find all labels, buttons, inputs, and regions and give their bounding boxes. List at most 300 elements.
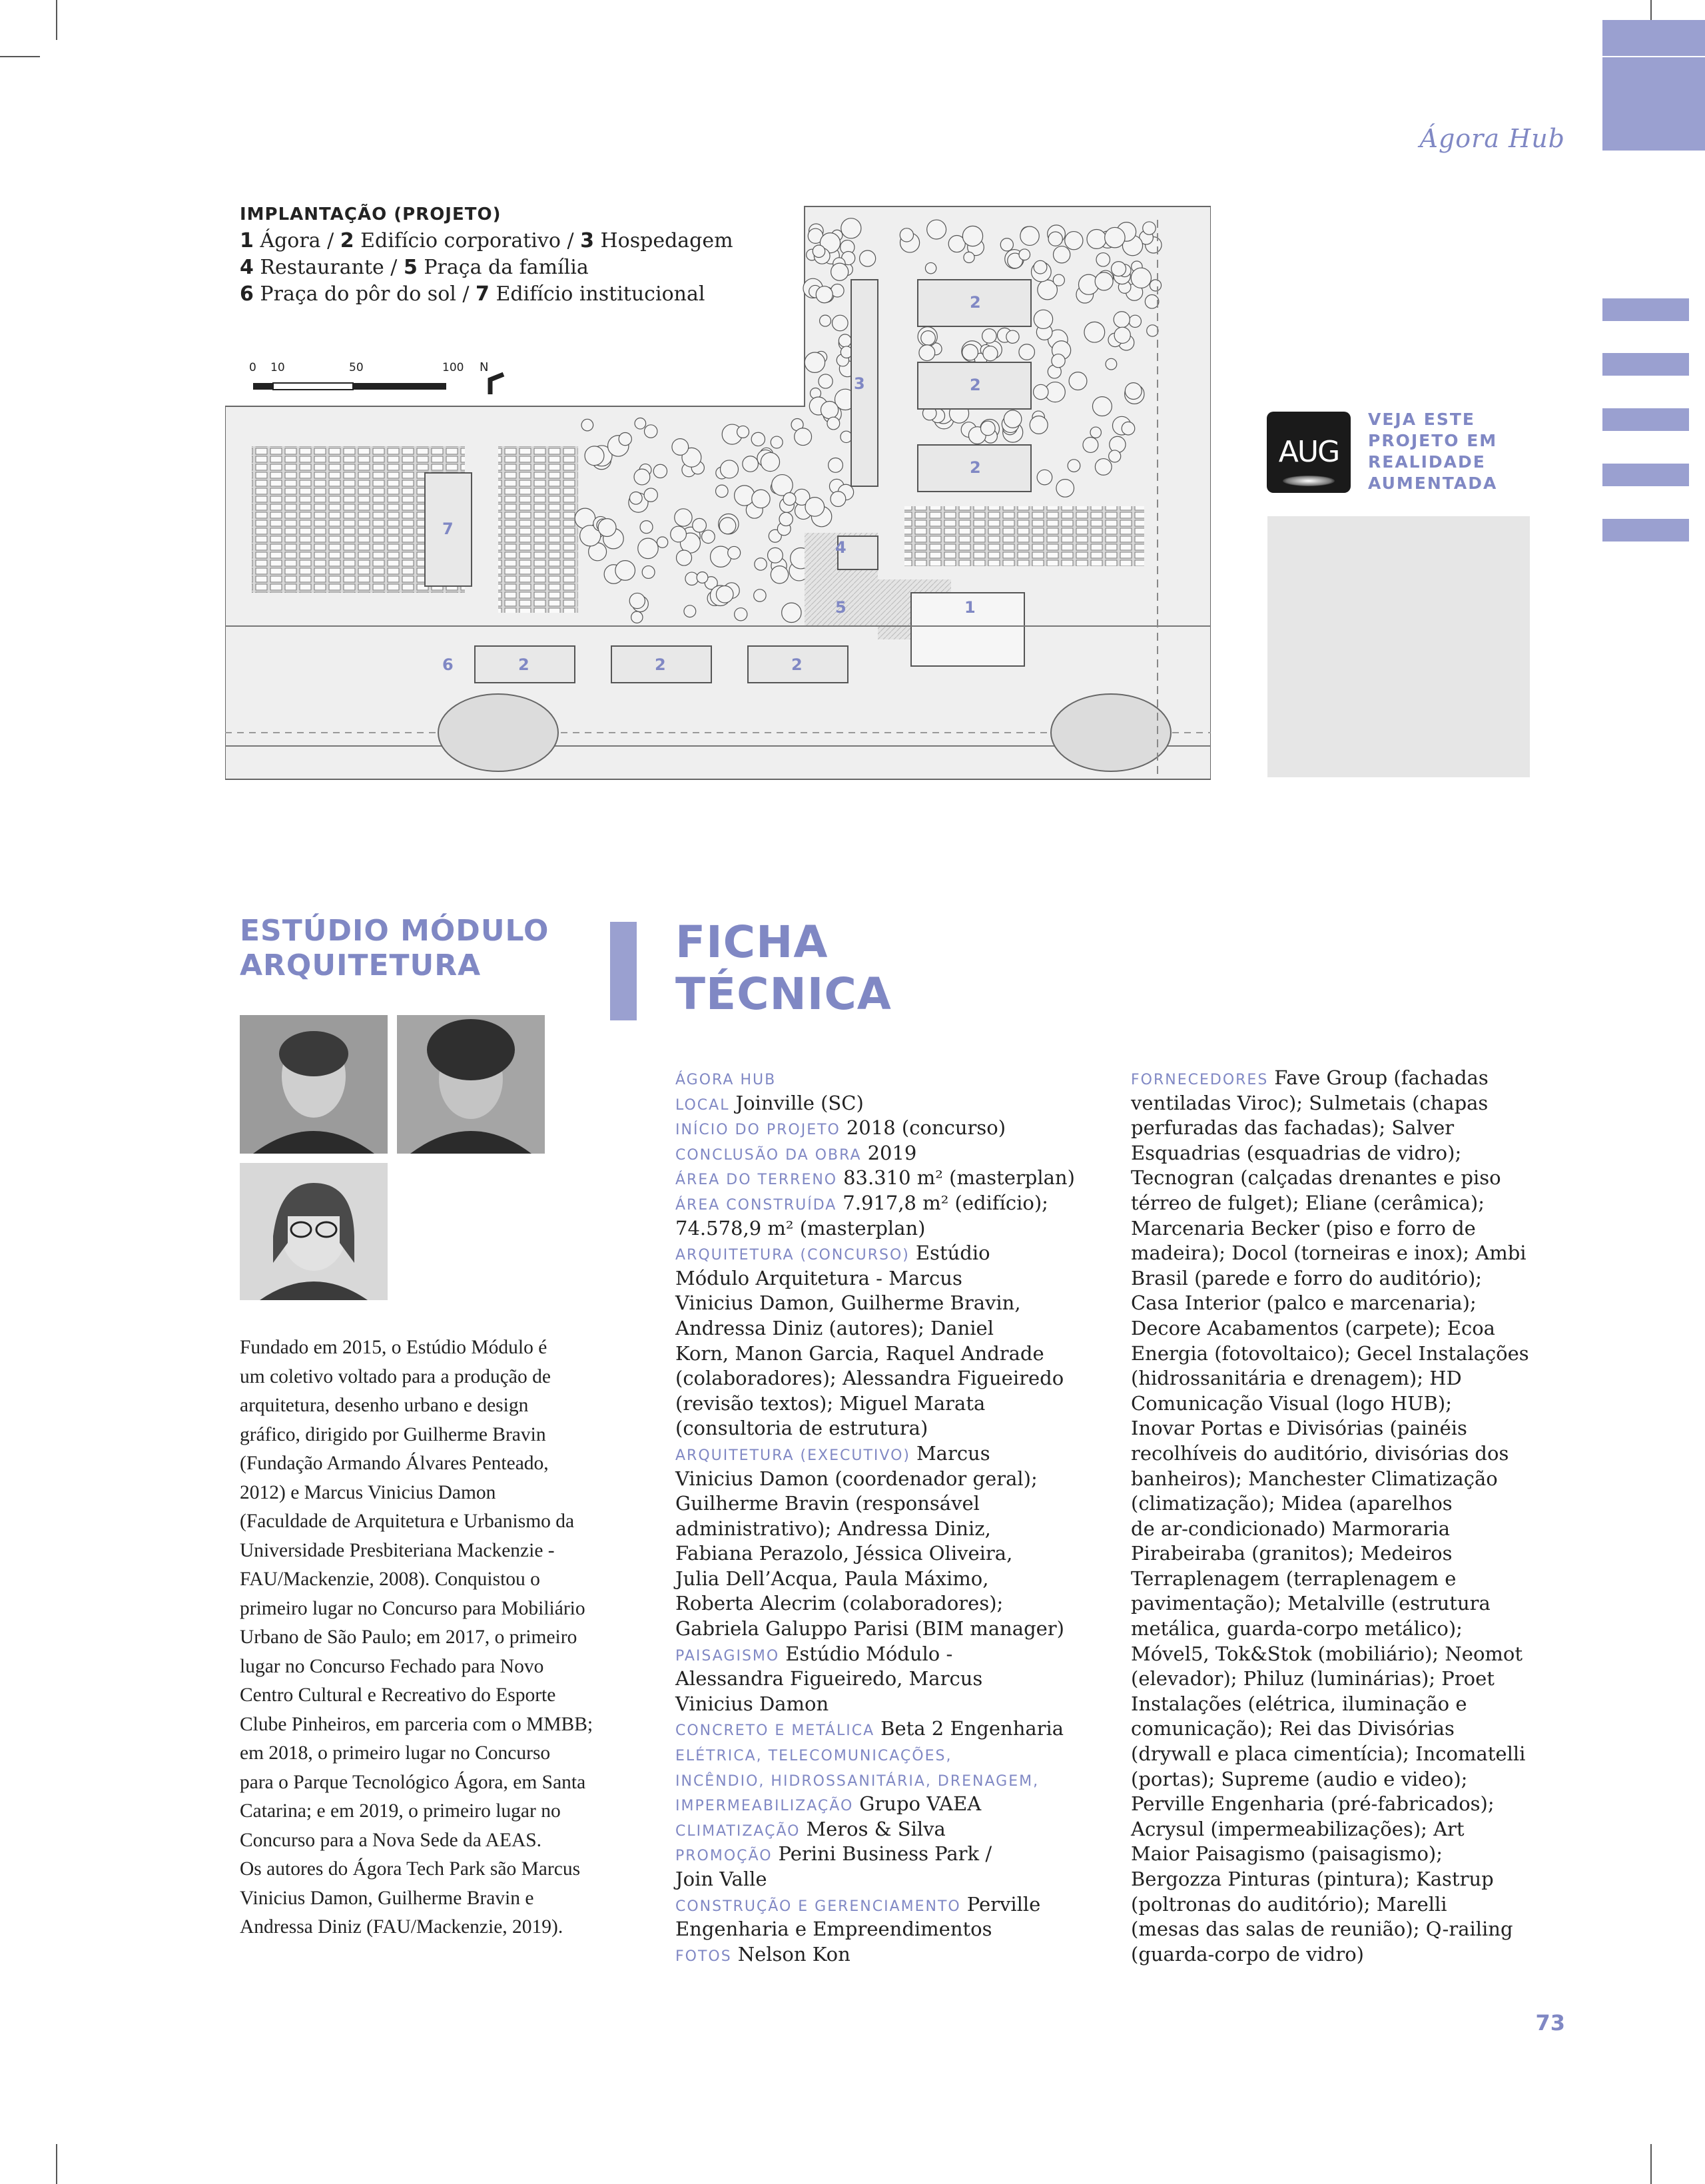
tree-symbol	[839, 334, 851, 347]
ficha-value: Marcus	[916, 1441, 990, 1465]
scale-label: 0	[249, 361, 256, 374]
ficha-value: (elevador); Philuz (luminárias); Proet	[1131, 1667, 1495, 1690]
ficha-value: Maior Paisagismo (paisagismo);	[1131, 1842, 1443, 1866]
tree-symbol	[964, 252, 974, 262]
aug-caption: VEJA ESTE PROJETO EM REALIDADE AUMENTADA	[1368, 410, 1498, 493]
tree-symbol	[900, 228, 913, 242]
tree-symbol	[819, 374, 833, 388]
tree-symbol	[653, 464, 667, 478]
ficha-value: Bergozza Pinturas (pintura); Kastrup	[1131, 1868, 1494, 1890]
tree-symbol	[1090, 427, 1101, 438]
tree-symbol	[783, 493, 796, 506]
page-number: 73	[1535, 2010, 1565, 2035]
scale-label: 10	[270, 361, 285, 374]
tree-symbol	[1019, 249, 1030, 260]
tree-symbol	[1096, 253, 1110, 267]
tree-symbol	[1143, 222, 1156, 234]
ficha-value: Gabriela Galuppo Parisi (BIM manager)	[675, 1617, 1064, 1640]
ficha-value: Instalações (elétrica, iluminação e	[1131, 1692, 1467, 1715]
ficha-value: Alessandra Figueiredo, Marcus	[675, 1667, 983, 1690]
ficha-value: Comunicação Visual (logo HUB);	[1131, 1391, 1452, 1415]
ficha-value: Join Valle	[675, 1868, 767, 1890]
crop-mark	[56, 2144, 57, 2184]
ficha-line	[675, 1742, 1088, 1767]
legend-text: Restaurante /	[253, 256, 404, 279]
tree-symbol	[771, 566, 788, 583]
ficha-line	[1131, 1316, 1570, 1341]
ficha-value: 7.917,8 m² (edifício);	[843, 1191, 1048, 1214]
ficha-value: Decore Acabamentos (carpete); Ecoa	[1131, 1316, 1495, 1339]
ficha-line	[675, 1867, 1088, 1892]
ficha-line	[1131, 1541, 1570, 1567]
ficha-line	[1131, 1591, 1570, 1617]
tree-symbol	[1145, 295, 1159, 309]
portrait-photo	[397, 1015, 545, 1154]
ficha-line	[675, 1141, 1088, 1166]
ficha-label: FOTOS	[675, 1948, 738, 1965]
tree-symbol	[635, 418, 646, 429]
running-title: Ágora Hub	[1419, 124, 1565, 153]
plan-label-2: 2	[970, 458, 981, 477]
tree-symbol	[644, 425, 657, 438]
ficha-label: ÁREA CONSTRUÍDA	[675, 1196, 843, 1214]
ficha-line	[675, 1241, 1088, 1266]
ficha-value: administrativo); Andressa Diniz,	[675, 1517, 991, 1540]
roundabout	[438, 694, 558, 771]
tree-symbol	[1054, 246, 1070, 263]
ficha-line	[1131, 1066, 1570, 1091]
ficha-value: térreo de fulget); Eliane (cerâmica);	[1131, 1191, 1485, 1214]
ficha-line	[675, 1517, 1088, 1542]
tree-symbol	[719, 518, 736, 534]
ficha-line	[1131, 1091, 1570, 1116]
ficha-line	[675, 1792, 1088, 1817]
tree-symbol	[1034, 310, 1052, 328]
ficha-line	[1131, 1692, 1570, 1717]
ficha-value: 83.310 m² (masterplan)	[843, 1166, 1075, 1190]
ficha-value: recolhíveis do auditório, divisórias dos	[1131, 1441, 1509, 1465]
ficha-line	[675, 1541, 1088, 1567]
tree-symbol	[1114, 312, 1130, 328]
tree-symbol	[1019, 344, 1035, 360]
ficha-line	[675, 1666, 1088, 1692]
tree-symbol	[697, 572, 708, 583]
ficha-value: Móvel5, Tok&Stok (mobiliário); Neomot	[1131, 1642, 1523, 1665]
section-tab	[1602, 20, 1705, 151]
ficha-line	[675, 1366, 1088, 1391]
ficha-label: PROMOÇÃO	[675, 1848, 779, 1865]
ficha-value: Engenharia e Empreendimentos	[675, 1918, 992, 1941]
tree-symbol	[925, 262, 936, 273]
tree-symbol	[821, 401, 838, 418]
ficha-value: (mesas das salas de reunião); Q-railing	[1131, 1918, 1513, 1941]
ficha-label: INCÊNDIO, HIDROSSANITÁRIA, DRENAGEM,	[675, 1772, 1040, 1790]
ficha-label: PAISAGISMO	[675, 1647, 786, 1664]
tree-symbol	[671, 526, 687, 542]
tree-symbol	[921, 331, 936, 346]
ficha-value: comunicação); Rei das Divisórias	[1131, 1717, 1455, 1740]
ficha-value: (colaboradores); Alessandra Figueiredo	[675, 1367, 1064, 1390]
ficha-value: pavimentação); Metalville (estrutura	[1131, 1592, 1491, 1615]
tree-symbol	[1105, 227, 1125, 247]
ficha-line	[675, 1817, 1088, 1842]
ficha-line	[675, 1441, 1088, 1467]
ficha-label: ÁREA DO TERRENO	[675, 1172, 844, 1189]
tree-symbol	[735, 608, 747, 621]
ficha-line	[1131, 1191, 1570, 1216]
roundabout	[1051, 694, 1171, 771]
ficha-line	[1131, 1141, 1570, 1166]
ficha-value: Tecnogran (calçadas drenantes e piso	[1131, 1166, 1501, 1190]
legend-number: 1	[240, 229, 254, 252]
tree-symbol	[684, 605, 696, 617]
tree-symbol	[1037, 470, 1052, 485]
tree-symbol	[860, 250, 876, 266]
ficha-value: Fabiana Perazolo, Jéssica Oliveira,	[675, 1542, 1013, 1565]
ficha-line	[1131, 1366, 1570, 1391]
ficha-line	[675, 1291, 1088, 1316]
ficha-value: perfuradas das fachadas); Salver	[1131, 1116, 1455, 1140]
ficha-value: 74.578,9 m² (masterplan)	[675, 1216, 926, 1240]
ficha-value: Vinicius Damon (coordenador geral);	[675, 1467, 1038, 1490]
ficha-value: (revisão textos); Miguel Marata	[675, 1391, 986, 1415]
tree-symbol	[1004, 410, 1021, 428]
legend-text: Hospedagem	[593, 229, 733, 252]
tree-symbol	[980, 421, 995, 436]
tree-symbol	[629, 593, 645, 608]
ficha-line	[1131, 1892, 1570, 1918]
ficha-line	[1131, 1166, 1570, 1191]
ficha-value: Terraplenagem (terraplenagem e	[1131, 1567, 1457, 1590]
ficha-value: Acrysul (impermeabilizações); Art	[1131, 1817, 1465, 1840]
tree-symbol	[1109, 450, 1121, 462]
ficha-line	[675, 1917, 1088, 1942]
ficha-line	[675, 1767, 1088, 1792]
ficha-line	[1131, 1517, 1570, 1542]
legend-number: 2	[340, 229, 354, 252]
tree-symbol	[1056, 480, 1074, 498]
ficha-line	[1131, 1666, 1570, 1692]
tree-symbol	[677, 550, 692, 565]
ficha-value: Perville	[966, 1892, 1041, 1916]
ficha-label: INÍCIO DO PROJETO	[675, 1122, 847, 1139]
tree-symbol	[1125, 383, 1142, 400]
tree-symbol	[1034, 384, 1048, 399]
aug-logo-text: AUG	[1278, 435, 1339, 469]
tree-symbol	[1030, 416, 1048, 434]
ficha-line	[675, 1716, 1088, 1742]
ficha-line	[1131, 1917, 1570, 1942]
office-title-line: ESTÚDIO MÓDULO	[240, 914, 549, 948]
tree-symbol	[1110, 436, 1126, 452]
plan-label-2: 2	[970, 293, 981, 312]
tree-symbol	[693, 518, 707, 532]
ficha-line	[675, 1066, 1088, 1091]
tree-symbol	[919, 345, 935, 361]
ficha-value: Joinville (SC)	[735, 1091, 864, 1114]
tree-symbol	[1053, 274, 1064, 286]
plan-label-2: 2	[655, 655, 666, 674]
ficha-line	[1131, 1216, 1570, 1242]
ficha-line	[675, 1491, 1088, 1517]
ficha-label: IMPERMEABILIZAÇÃO	[675, 1798, 860, 1815]
ficha-value: Casa Interior (palco e marcenaria);	[1131, 1291, 1477, 1315]
scale-label: 50	[349, 361, 364, 374]
tree-symbol	[752, 490, 770, 508]
legend-number: 7	[476, 282, 490, 306]
tree-symbol	[685, 572, 698, 585]
ficha-line	[675, 1591, 1088, 1617]
ficha-title-line: TÉCNICA	[675, 968, 892, 1020]
tree-symbol	[805, 498, 825, 517]
tree-symbol	[816, 286, 833, 303]
office-bio: Fundado em 2015, o Estúdio Módulo é um coletivo voltado para a produção de arquitetura, desenho urbano e design gráfico, dirigido por Guilherme Bravin (Fundação Armando Álvares Penteado, 2012) e Marcus Vinicius Damon (Faculdade de Arquitetura e Urbanismo da Universidade Presbiteriana Mackenzie - FAU/Mackenzie, 2008). Conquistou o primeiro lugar no Concurso para Mobiliário Urbano de São Paulo; em 2017, o primeiro lugar no Concurso Fechado para Novo Centro Cultural e Recreativo do Esporte Clube Pinheiros, em parceria com o MMBB; em 2018, o primeiro lugar no Concurso para o Parque Tecnológico Ágora, em Santa Catarina; e em 2019, o primeiro lugar no Concurso para a Nova Sede da AEAS. Os autores do Ágora Tech Park são Marcus Vinicius Damon, Guilherme Bravin e Andressa Diniz (FAU/Mackenzie, 2019).	[240, 1337, 593, 1938]
ficha-line	[1131, 1291, 1570, 1316]
tree-symbol	[841, 218, 861, 238]
legend-number: 4	[240, 256, 254, 279]
ficha-line	[1131, 1642, 1570, 1667]
legend-number: 5	[403, 256, 418, 279]
ficha-line	[1131, 1842, 1570, 1867]
tree-symbol	[813, 245, 825, 257]
tree-symbol	[619, 432, 631, 445]
tree-symbol	[716, 485, 729, 498]
tree-symbol	[642, 566, 655, 579]
ficha-line	[1131, 1767, 1570, 1792]
ficha-label: CLIMATIZAÇÃO	[675, 1822, 807, 1840]
ficha-value: Nelson Kon	[737, 1942, 851, 1966]
aug-logo[interactable]	[1267, 412, 1351, 493]
tree-symbol	[827, 417, 840, 430]
ficha-line	[1131, 1942, 1570, 1968]
ficha-label: CONCRETO E METÁLICA	[675, 1722, 881, 1740]
tree-symbol	[962, 226, 982, 246]
ficha-value: madeira); Docol (torneiras e inox); Ambi	[1131, 1242, 1527, 1265]
tree-symbol	[585, 446, 604, 466]
ficha-line	[1131, 1391, 1570, 1417]
plan-caption-title: IMPLANTAÇÃO (PROJETO)	[240, 204, 502, 224]
tree-symbol	[629, 492, 642, 505]
tree-symbol	[805, 352, 825, 372]
ficha-line	[675, 1091, 1088, 1116]
ficha-title-line: FICHA	[675, 916, 829, 968]
tree-symbol	[1131, 268, 1151, 288]
ficha-value: (guarda-corpo de vidro)	[1131, 1942, 1364, 1966]
ficha-line	[675, 1692, 1088, 1717]
tree-symbol	[1122, 422, 1135, 435]
tree-symbol	[768, 547, 783, 563]
tree-symbol	[1095, 459, 1112, 476]
office-title	[240, 914, 549, 983]
tree-symbol	[1095, 272, 1113, 290]
tree-symbol	[1114, 327, 1130, 343]
ficha-line	[1131, 1617, 1570, 1642]
ficha-line	[675, 1942, 1088, 1968]
ficha-line	[1131, 1716, 1570, 1742]
tree-symbol	[1000, 238, 1013, 251]
tree-symbol	[675, 509, 692, 526]
ficha-label: ARQUITETURA (CONCURSO)	[675, 1247, 916, 1264]
ficha-value: Inovar Portas e Divisórias (painéis	[1131, 1417, 1467, 1440]
ficha-line	[675, 1116, 1088, 1141]
crop-mark	[56, 0, 57, 40]
legend-text: Edifício institucional	[489, 282, 705, 306]
ficha-value: Vinicius Damon	[675, 1692, 829, 1715]
ficha-line	[1131, 1867, 1570, 1892]
tree-symbol	[829, 458, 843, 472]
tree-symbol	[1129, 315, 1141, 327]
tree-symbol	[1048, 232, 1062, 246]
tree-symbol	[841, 431, 852, 442]
ficha-line	[675, 1467, 1088, 1492]
ficha-line	[1131, 1491, 1570, 1517]
tree-symbol	[640, 521, 653, 534]
tree-symbol	[638, 538, 658, 558]
ficha-value: Beta 2 Engenharia	[880, 1717, 1064, 1740]
ficha-line	[675, 1166, 1088, 1191]
ficha-value: Roberta Alecrim (colaboradores);	[675, 1592, 1004, 1615]
ficha-value: 2019	[867, 1141, 917, 1164]
ficha-line	[1131, 1241, 1570, 1266]
ficha-value: Energia (fotovoltaico); Gecel Instalações	[1131, 1341, 1529, 1365]
portrait-photo	[240, 1015, 388, 1154]
ficha-line	[675, 1416, 1088, 1441]
ficha-line	[675, 1191, 1088, 1216]
scale-bar	[249, 360, 504, 394]
tree-symbol	[1106, 358, 1117, 370]
legend-text: Ágora /	[253, 229, 340, 252]
ficha-value: Andressa Diniz (autores); Daniel	[675, 1316, 994, 1339]
ficha-value: Esquadrias (esquadrias de vidro);	[1131, 1141, 1462, 1164]
plan-label-1: 1	[964, 598, 976, 617]
tree-symbol	[631, 611, 643, 623]
ficha-label: ARQUITETURA (EXECUTIVO)	[675, 1447, 916, 1464]
ficha-value: (hidrossanitária e drenagem); HD	[1131, 1367, 1462, 1390]
tree-symbol	[1020, 226, 1039, 245]
ficha-value: Brasil (parede e forro do auditório);	[1131, 1266, 1483, 1289]
ficha-value: Vinicius Damon, Guilherme Bravin,	[675, 1291, 1021, 1315]
plan-label-3: 3	[854, 374, 865, 393]
ficha-line	[675, 1341, 1088, 1367]
legend-number: 6	[240, 282, 254, 306]
tree-symbol	[657, 537, 667, 547]
plan-label-2: 2	[970, 376, 981, 394]
ficha-value: Korn, Manon Garcia, Raquel Andrade	[675, 1341, 1044, 1365]
ficha-label: CONSTRUÇÃO E GERENCIAMENTO	[675, 1898, 967, 1915]
tree-symbol	[982, 329, 997, 344]
tree-symbol	[728, 546, 741, 559]
ficha-label: FORNECEDORES	[1131, 1072, 1275, 1088]
legend-text: Praça da família	[417, 256, 589, 279]
tree-symbol	[1006, 330, 1019, 343]
ficha-value: Julia Dell’Acqua, Paula Máximo,	[675, 1567, 989, 1590]
tree-symbol	[820, 315, 831, 326]
crop-mark	[0, 56, 40, 57]
ficha-value: Perini Business Park /	[778, 1842, 992, 1866]
ficha-value: Marcenaria Becker (piso e forro de	[1131, 1216, 1476, 1240]
tree-symbol	[831, 263, 849, 280]
ficha-value: metálica, guarda-corpo metálico);	[1131, 1617, 1463, 1640]
tree-symbol	[782, 603, 801, 622]
ficha-line	[675, 1216, 1088, 1242]
ficha-line	[675, 1617, 1088, 1642]
tree-symbol	[755, 558, 767, 570]
ficha-label: CONCLUSÃO DA OBRA	[675, 1146, 868, 1164]
ficha-value: ventiladas Viroc); Sulmetais (chapas	[1131, 1091, 1489, 1114]
ficha-line	[675, 1567, 1088, 1592]
tab-crop-line	[1602, 56, 1705, 57]
portrait-photo	[240, 1163, 388, 1300]
tree-symbol	[1083, 438, 1098, 453]
plan-label-6: 6	[442, 655, 454, 674]
tree-symbol	[754, 589, 766, 601]
legend-text: Edifício corporativo /	[354, 229, 581, 252]
tree-symbol	[711, 546, 731, 567]
office-title-line: ARQUITETURA	[240, 948, 482, 982]
tree-symbol	[716, 586, 733, 603]
tree-symbol	[1068, 460, 1080, 472]
tree-symbol	[737, 426, 749, 438]
ficha-value: Módulo Arquitetura - Marcus	[675, 1266, 962, 1289]
ficha-line	[1131, 1792, 1570, 1817]
ficha-title	[675, 916, 892, 1020]
parking-lot	[498, 446, 578, 613]
ficha-value: Estúdio	[915, 1242, 990, 1265]
tree-symbol	[702, 530, 715, 544]
ficha-line	[1131, 1817, 1570, 1842]
tree-symbol	[795, 428, 812, 446]
tree-symbol	[581, 419, 593, 431]
ficha-value: Pirabeiraba (granitos); Medeiros	[1131, 1542, 1453, 1565]
tree-symbol	[771, 436, 783, 448]
tree-symbol	[761, 452, 779, 471]
ficha-line	[1131, 1341, 1570, 1367]
plan-label-2: 2	[791, 655, 803, 674]
tree-symbol	[1052, 354, 1065, 368]
ficha-value: Fave Group (fachadas	[1274, 1066, 1489, 1089]
ficha-line	[675, 1842, 1088, 1867]
tree-symbol	[644, 488, 657, 502]
ficha-label: ÁGORA HUB	[675, 1072, 777, 1088]
ficha-value: Meros & Silva	[806, 1817, 946, 1840]
ficha-column-2	[1131, 1066, 1570, 1967]
tree-symbol	[1092, 397, 1112, 416]
ficha-line	[675, 1391, 1088, 1417]
tree-symbol	[832, 315, 848, 331]
ficha-line	[1131, 1266, 1570, 1291]
tree-symbol	[1065, 232, 1083, 250]
tree-symbol	[1112, 262, 1126, 276]
tree-symbol	[962, 344, 978, 360]
plan-label-7: 7	[442, 520, 454, 538]
ficha-line	[1131, 1742, 1570, 1767]
tree-symbol	[615, 561, 635, 581]
plan-label-2: 2	[518, 655, 529, 674]
tree-symbol	[735, 486, 755, 506]
ficha-line	[675, 1892, 1088, 1918]
legend-text: Praça do pôr do sol /	[253, 282, 476, 306]
tree-symbol	[634, 469, 650, 485]
north-label: N	[480, 360, 489, 374]
ficha-value: (climatização); Midea (aparelhos	[1131, 1492, 1453, 1515]
tree-symbol	[1087, 229, 1106, 248]
tree-symbol	[927, 220, 946, 239]
ficha-value: banheiros); Manchester Climatização	[1131, 1467, 1498, 1490]
ficha-line	[1131, 1441, 1570, 1467]
ficha-value: Perville Engenharia (pré-fabricados);	[1131, 1792, 1495, 1816]
ficha-value: (poltronas do auditório); Marelli	[1131, 1892, 1447, 1916]
ficha-column-1	[675, 1066, 1088, 1967]
